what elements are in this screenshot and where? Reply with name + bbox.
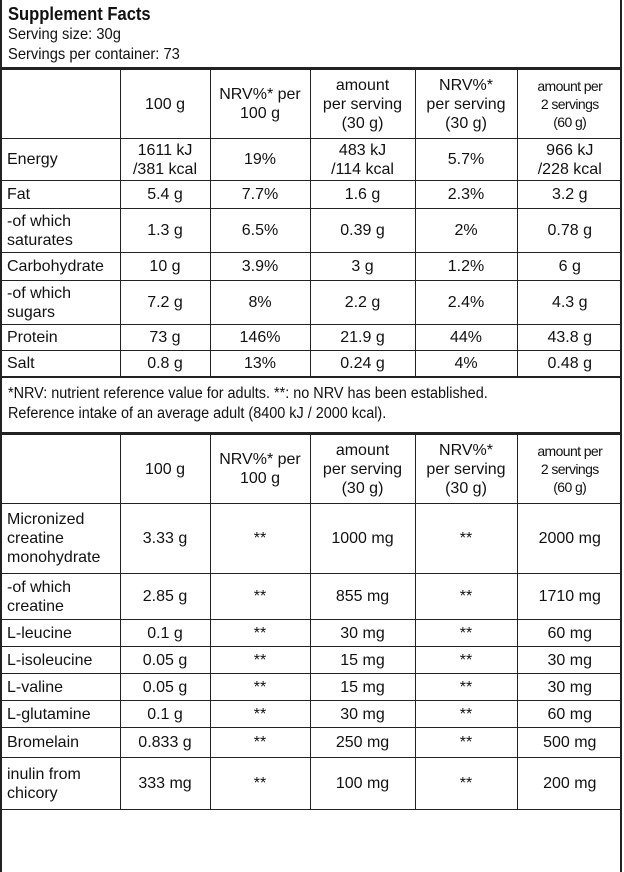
table-cell: 3.2 g	[517, 181, 622, 209]
row-label: -of which creatine	[2, 574, 120, 620]
table-cell: **	[415, 574, 517, 620]
table-cell: 30 mg	[310, 620, 415, 647]
column-header: amount per serving (30 g)	[310, 435, 415, 504]
table-cell: 0.24 g	[310, 351, 415, 377]
facts-header	[2, 0, 620, 69]
active-ingredients-table	[2, 434, 622, 810]
table-cell: 3.9%	[210, 253, 310, 281]
servings-per-container: Servings per container: 73	[8, 46, 180, 63]
table-cell: 1000 mg	[310, 504, 415, 574]
table-row	[2, 701, 622, 728]
table-cell: 5.7%	[415, 139, 517, 181]
table-cell: 1.3 g	[120, 209, 210, 253]
nutrition-table	[2, 69, 622, 377]
nrv-note-line-2: Reference intake of an average adult (8400 kJ / 2000 kcal).	[8, 405, 387, 422]
table-cell: **	[210, 504, 310, 574]
table-cell: 2.2 g	[310, 281, 415, 325]
column-header: NRV%* per 100 g	[210, 435, 310, 504]
column-header: amount per 2 servings (60 g)	[517, 70, 622, 139]
table-row	[2, 325, 622, 351]
row-label: Protein	[2, 325, 120, 351]
table-cell: **	[210, 728, 310, 758]
table-cell: 3 g	[310, 253, 415, 281]
table-cell: 3.33 g	[120, 504, 210, 574]
table-cell: 30 mg	[517, 674, 622, 701]
row-label: L-glutamine	[2, 701, 120, 728]
header-row	[2, 70, 622, 139]
column-header	[2, 435, 120, 504]
table-cell: 6.5%	[210, 209, 310, 253]
table-cell: 0.8 g	[120, 351, 210, 377]
table-cell: 60 mg	[517, 701, 622, 728]
serving-size: Serving size: 30g	[8, 26, 121, 43]
table-cell: 100 mg	[310, 758, 415, 810]
table-cell: **	[415, 647, 517, 674]
column-header: 100 g	[120, 435, 210, 504]
table-cell: 855 mg	[310, 574, 415, 620]
row-label: L-isoleucine	[2, 647, 120, 674]
table-cell: 0.39 g	[310, 209, 415, 253]
row-label: Bromelain	[2, 728, 120, 758]
table-cell: 0.05 g	[120, 647, 210, 674]
table-cell: **	[210, 647, 310, 674]
table-row	[2, 281, 622, 325]
table-row	[2, 574, 622, 620]
row-label: Energy	[2, 139, 120, 181]
table-cell: 2.85 g	[120, 574, 210, 620]
row-label: Salt	[2, 351, 120, 377]
nrv-note	[2, 377, 620, 434]
table-cell: **	[415, 758, 517, 810]
table-row	[2, 253, 622, 281]
table-cell: 2%	[415, 209, 517, 253]
table-cell: 2000 mg	[517, 504, 622, 574]
table-row	[2, 504, 622, 574]
table-cell: 2.3%	[415, 181, 517, 209]
table-cell: 483 kJ /114 kcal	[310, 139, 415, 181]
facts-title: Supplement Facts	[8, 4, 151, 24]
table-cell: 30 mg	[517, 647, 622, 674]
table-cell: 15 mg	[310, 674, 415, 701]
table-cell: 0.05 g	[120, 674, 210, 701]
table-cell: 7.7%	[210, 181, 310, 209]
table-cell: 30 mg	[310, 701, 415, 728]
table-cell: 1.6 g	[310, 181, 415, 209]
table-cell: 13%	[210, 351, 310, 377]
table-cell: **	[415, 504, 517, 574]
table-cell: 4%	[415, 351, 517, 377]
table-row	[2, 647, 622, 674]
table-cell: 19%	[210, 139, 310, 181]
table-cell: **	[415, 674, 517, 701]
table-cell: **	[210, 758, 310, 810]
table-cell: 500 mg	[517, 728, 622, 758]
table-cell: 44%	[415, 325, 517, 351]
table-cell: 6 g	[517, 253, 622, 281]
column-header: NRV%* per serving (30 g)	[415, 435, 517, 504]
table-cell: 10 g	[120, 253, 210, 281]
row-label: Carbohydrate	[2, 253, 120, 281]
table-cell: 60 mg	[517, 620, 622, 647]
table-cell: **	[415, 620, 517, 647]
table-cell: 73 g	[120, 325, 210, 351]
table-cell: 333 mg	[120, 758, 210, 810]
column-header: NRV%* per 100 g	[210, 70, 310, 139]
table-row	[2, 139, 622, 181]
table-row	[2, 620, 622, 647]
column-header: 100 g	[120, 70, 210, 139]
column-header: amount per serving (30 g)	[310, 70, 415, 139]
table-cell: **	[210, 620, 310, 647]
table-cell: 2.4%	[415, 281, 517, 325]
table-cell: 4.3 g	[517, 281, 622, 325]
table-cell: 200 mg	[517, 758, 622, 810]
table-cell: 5.4 g	[120, 181, 210, 209]
table-cell: **	[415, 701, 517, 728]
table-row	[2, 758, 622, 810]
table-cell: **	[210, 574, 310, 620]
table-cell: **	[415, 728, 517, 758]
table-cell: 250 mg	[310, 728, 415, 758]
table-cell: **	[210, 674, 310, 701]
table-cell: 0.1 g	[120, 701, 210, 728]
table-cell: **	[210, 701, 310, 728]
header-row	[2, 435, 622, 504]
row-label: Fat	[2, 181, 120, 209]
row-label: Micronized creatine monohydrate	[2, 504, 120, 574]
table-cell: 966 kJ /228 kcal	[517, 139, 622, 181]
table-cell: 146%	[210, 325, 310, 351]
table-cell: 0.48 g	[517, 351, 622, 377]
table-cell: 8%	[210, 281, 310, 325]
row-label: -of which sugars	[2, 281, 120, 325]
table-cell: 1611 kJ /381 kcal	[120, 139, 210, 181]
table-cell: 1710 mg	[517, 574, 622, 620]
table-cell: 7.2 g	[120, 281, 210, 325]
table-cell: 0.833 g	[120, 728, 210, 758]
table-cell: 15 mg	[310, 647, 415, 674]
table-cell: 0.78 g	[517, 209, 622, 253]
column-header: NRV%* per serving (30 g)	[415, 70, 517, 139]
nrv-note-line-1: *NRV: nutrient reference value for adults. **: no NRV has been established.	[8, 385, 488, 402]
table-row	[2, 674, 622, 701]
row-label: L-leucine	[2, 620, 120, 647]
table-row	[2, 209, 622, 253]
table-cell: 43.8 g	[517, 325, 622, 351]
table-cell: 1.2%	[415, 253, 517, 281]
row-label: -of which saturates	[2, 209, 120, 253]
table-row	[2, 181, 622, 209]
table-cell: 21.9 g	[310, 325, 415, 351]
column-header: amount per 2 servings (60 g)	[517, 435, 622, 504]
row-label: inulin from chicory	[2, 758, 120, 810]
table-row	[2, 351, 622, 377]
table-row	[2, 728, 622, 758]
row-label: L-valine	[2, 674, 120, 701]
table-cell: 0.1 g	[120, 620, 210, 647]
column-header	[2, 70, 120, 139]
